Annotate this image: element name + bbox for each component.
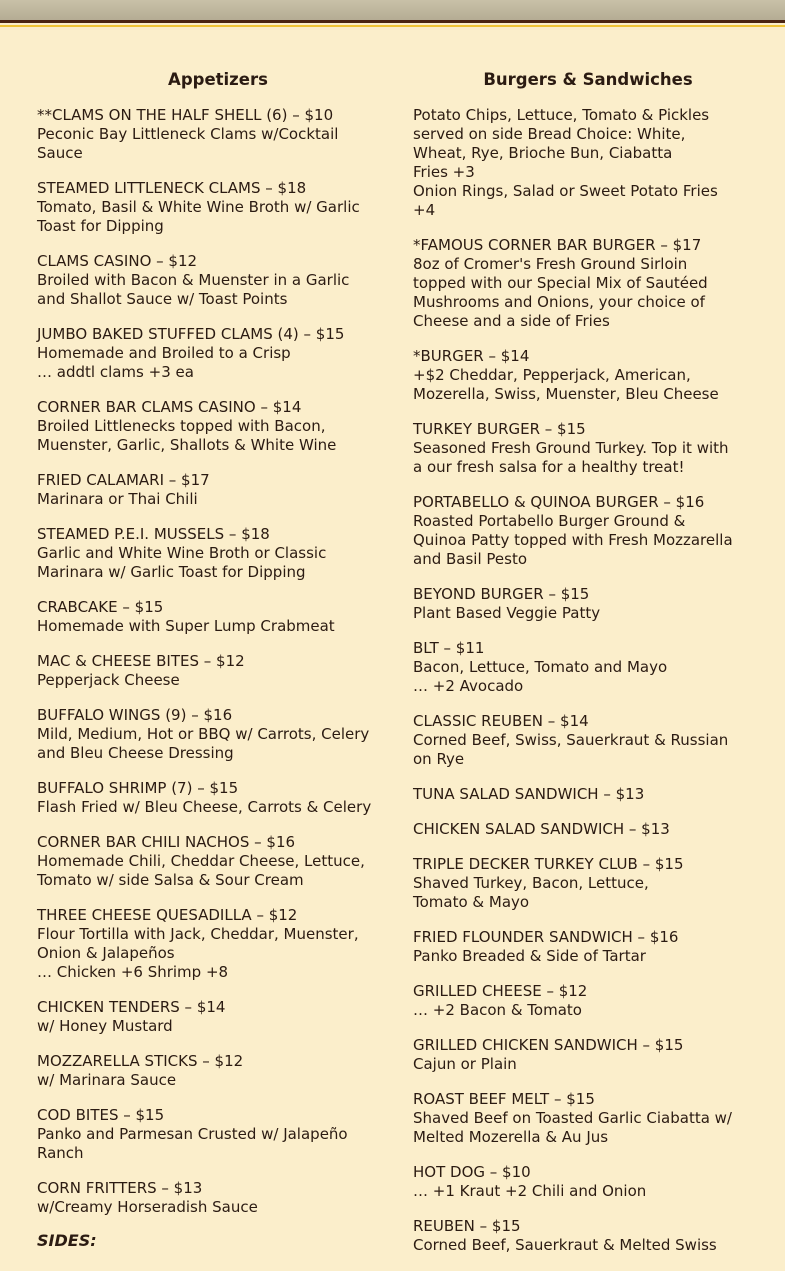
menu-item-title: CLASSIC REUBEN – $14: [413, 712, 589, 730]
menu-item-title: CHICKEN SALAD SANDWICH – $13: [413, 820, 670, 838]
burgers-heading: Burgers & Sandwiches: [483, 70, 693, 89]
menu-item-description: w/ Honey Mustard: [37, 1017, 173, 1035]
menu-item-title: CORN FRITTERS – $13: [37, 1179, 203, 1197]
burger-menu-item: [413, 928, 763, 966]
burger-menu-item: [413, 639, 763, 696]
appetizer-menu-item: [37, 833, 397, 890]
menu-item-title: CORNER BAR CHILI NACHOS – $16: [37, 833, 296, 851]
menu-item-description: w/ Marinara Sauce: [37, 1071, 177, 1089]
burger-menu-item: [413, 1217, 763, 1255]
menu-item-title: FRIED FLOUNDER SANDWICH – $16: [413, 928, 679, 946]
menu-item-description: +4: [413, 201, 436, 219]
appetizer-menu-item: [37, 998, 397, 1036]
menu-item-description: Broiled with Bacon & Muenster in a Garlic: [37, 271, 350, 289]
menu-item-title: TUNA SALAD SANDWICH – $13: [413, 785, 645, 803]
appetizer-menu-item: [37, 1106, 397, 1163]
appetizer-menu-item: [37, 398, 397, 455]
appetizer-menu-item: [37, 706, 397, 763]
burger-menu-item: [413, 855, 763, 912]
menu-item-title: HOT DOG – $10: [413, 1163, 531, 1181]
menu-item-description: Peconic Bay Littleneck Clams w/Cocktail: [37, 125, 339, 143]
header-divider-dark: [0, 20, 785, 23]
appetizer-menu-item: [37, 525, 397, 582]
burgers-list: [413, 106, 763, 1255]
menu-item-description: 8oz of Cromer's Fresh Ground Sirloin: [413, 255, 688, 273]
menu-item-title: MAC & CHEESE BITES – $12: [37, 652, 245, 670]
menu-item-description: Cheese and a side of Fries: [413, 312, 610, 330]
menu-item-title: THREE CHEESE QUESADILLA – $12: [37, 906, 298, 924]
menu-item-description: Cajun or Plain: [413, 1055, 517, 1073]
menu-item-description: Quinoa Patty topped with Fresh Mozzarella: [413, 531, 733, 549]
appetizer-menu-item: [37, 106, 397, 163]
appetizers-column: [37, 70, 397, 1250]
menu-item-title: TRIPLE DECKER TURKEY CLUB – $15: [413, 855, 684, 873]
menu-item-description: Shaved Turkey, Bacon, Lettuce,: [413, 874, 649, 892]
menu-item-description: Homemade and Broiled to a Crisp: [37, 344, 291, 362]
menu-item-description: Tomato & Mayo: [413, 893, 530, 911]
menu-item-title: PORTABELLO & QUINOA BURGER – $16: [413, 493, 705, 511]
menu-item-description: served on side Bread Choice: White,: [413, 125, 686, 143]
burger-menu-item: [413, 982, 763, 1020]
menu-item-description: a our fresh salsa for a healthy treat!: [413, 458, 685, 476]
burger-menu-item: [413, 785, 763, 804]
menu-item-description: Ranch: [37, 1144, 84, 1162]
menu-item-title: JUMBO BAKED STUFFED CLAMS (4) – $15: [37, 325, 345, 343]
menu-item-title: REUBEN – $15: [413, 1217, 521, 1235]
menu-item-description: Melted Mozerella & Au Jus: [413, 1128, 609, 1146]
menu-item-description: Homemade with Super Lump Crabmeat: [37, 617, 335, 635]
menu-item-title: BLT – $11: [413, 639, 485, 657]
menu-item-title: BUFFALO SHRIMP (7) – $15: [37, 779, 239, 797]
menu-item-description: Mushrooms and Onions, your choice of: [413, 293, 705, 311]
menu-item-description: on Rye: [413, 750, 465, 768]
menu-item-description: Wheat, Rye, Brioche Bun, Ciabatta: [413, 144, 673, 162]
menu-item-description: Corned Beef, Sauerkraut & Melted Swiss: [413, 1236, 717, 1254]
menu-item-description: Roasted Portabello Burger Ground &: [413, 512, 686, 530]
appetizers-heading: Appetizers: [168, 70, 268, 89]
header-bar: [0, 0, 785, 20]
menu-item-description: Seasoned Fresh Ground Turkey. Top it with: [413, 439, 729, 457]
menu-item-title: CRABCAKE – $15: [37, 598, 164, 616]
menu-item-title: CLAMS CASINO – $12: [37, 252, 198, 270]
menu-item-description: Pepperjack Cheese: [37, 671, 180, 689]
menu-item-description: Onion Rings, Salad or Sweet Potato Fries: [413, 182, 718, 200]
appetizer-menu-item: [37, 471, 397, 509]
appetizers-list: [37, 106, 397, 1217]
burger-menu-item: [413, 236, 763, 331]
menu-item-description: … addtl clams +3 ea: [37, 363, 194, 381]
menu-item-title: COD BITES – $15: [37, 1106, 165, 1124]
burger-menu-item: [413, 1090, 763, 1147]
menu-item-title: STEAMED LITTLENECK CLAMS – $18: [37, 179, 307, 197]
menu-item-description: Mozerella, Swiss, Muenster, Bleu Cheese: [413, 385, 719, 403]
menu-item-description: … Chicken +6 Shrimp +8: [37, 963, 229, 981]
menu-item-description: Homemade Chili, Cheddar Cheese, Lettuce,: [37, 852, 365, 870]
burger-menu-item: [413, 493, 763, 569]
header-divider-gold: [0, 25, 785, 27]
menu-item-description: and Bleu Cheese Dressing: [37, 744, 234, 762]
burger-menu-item: [413, 820, 763, 839]
menu-item-description: Muenster, Garlic, Shallots & White Wine: [37, 436, 337, 454]
appetizer-menu-item: [37, 1052, 397, 1090]
burger-menu-item: [413, 1163, 763, 1201]
menu-item-title: CORNER BAR CLAMS CASINO – $14: [37, 398, 302, 416]
burger-menu-item: [413, 420, 763, 477]
appetizer-menu-item: [37, 1179, 397, 1217]
burgers-column: [413, 70, 763, 1271]
menu-item-description: Tomato, Basil & White Wine Broth w/ Garlic: [37, 198, 360, 216]
menu-item-description: Panko Breaded & Side of Tartar: [413, 947, 646, 965]
menu-item-title: GRILLED CHICKEN SANDWICH – $15: [413, 1036, 684, 1054]
appetizer-menu-item: [37, 179, 397, 236]
menu-item-description: and Basil Pesto: [413, 550, 528, 568]
menu-item-title: BEYOND BURGER – $15: [413, 585, 590, 603]
burger-menu-item: [413, 106, 763, 220]
menu-item-title: Potato Chips, Lettuce, Tomato & Pickles: [413, 106, 710, 124]
menu-item-title: FRIED CALAMARI – $17: [37, 471, 210, 489]
menu-item-description: … +2 Bacon & Tomato: [413, 1001, 582, 1019]
menu-item-description: Broiled Littlenecks topped with Bacon,: [37, 417, 326, 435]
menu-item-description: Onion & Jalapeños: [37, 944, 175, 962]
appetizer-menu-item: [37, 906, 397, 982]
menu-item-description: topped with our Special Mix of Sautéed: [413, 274, 708, 292]
menu-item-description: Bacon, Lettuce, Tomato and Mayo: [413, 658, 668, 676]
menu-item-description: Plant Based Veggie Patty: [413, 604, 601, 622]
appetizer-menu-item: [37, 252, 397, 309]
menu-item-title: CHICKEN TENDERS – $14: [37, 998, 226, 1016]
menu-item-title: *BURGER – $14: [413, 347, 530, 365]
appetizer-menu-item: [37, 779, 397, 817]
burger-menu-item: [413, 585, 763, 623]
menu-item-title: BUFFALO WINGS (9) – $16: [37, 706, 233, 724]
menu-item-description: Toast for Dipping: [37, 217, 164, 235]
menu-item-title: ROAST BEEF MELT – $15: [413, 1090, 595, 1108]
menu-item-description: Panko and Parmesan Crusted w/ Jalapeño: [37, 1125, 348, 1143]
menu-item-description: … +2 Avocado: [413, 677, 524, 695]
menu-item-description: Tomato w/ side Salsa & Sour Cream: [37, 871, 304, 889]
menu-item-description: Sauce: [37, 144, 83, 162]
menu-item-description: w/Creamy Horseradish Sauce: [37, 1198, 258, 1216]
menu-item-description: … +1 Kraut +2 Chili and Onion: [413, 1182, 647, 1200]
menu-item-description: Shaved Beef on Toasted Garlic Ciabatta w/: [413, 1109, 732, 1127]
menu-item-description: and Shallot Sauce w/ Toast Points: [37, 290, 288, 308]
menu-item-description: Fries +3: [413, 163, 475, 181]
menu-item-description: Marinara or Thai Chili: [37, 490, 198, 508]
menu-item-title: GRILLED CHEESE – $12: [413, 982, 588, 1000]
appetizer-menu-item: [37, 598, 397, 636]
appetizer-menu-item: [37, 325, 397, 382]
sides-heading: SIDES:: [37, 1231, 97, 1250]
menu-item-title: STEAMED P.E.I. MUSSELS – $18: [37, 525, 270, 543]
menu-item-title: TURKEY BURGER – $15: [413, 420, 586, 438]
burger-menu-item: [413, 347, 763, 404]
menu-item-description: Flash Fried w/ Bleu Cheese, Carrots & Celery: [37, 798, 372, 816]
menu-item-description: Mild, Medium, Hot or BBQ w/ Carrots, Celery: [37, 725, 370, 743]
burger-menu-item: [413, 712, 763, 769]
menu-item-title: MOZZARELLA STICKS – $12: [37, 1052, 244, 1070]
menu-item-description: Garlic and White Wine Broth or Classic: [37, 544, 327, 562]
menu-item-title: *FAMOUS CORNER BAR BURGER – $17: [413, 236, 702, 254]
menu-item-description: Corned Beef, Swiss, Sauerkraut & Russian: [413, 731, 729, 749]
menu-item-title: **CLAMS ON THE HALF SHELL (6) – $10: [37, 106, 334, 124]
appetizer-menu-item: [37, 652, 397, 690]
menu-item-description: +$2 Cheddar, Pepperjack, American,: [413, 366, 691, 384]
menu-item-description: Marinara w/ Garlic Toast for Dipping: [37, 563, 306, 581]
burger-menu-item: [413, 1036, 763, 1074]
menu-item-description: Flour Tortilla with Jack, Cheddar, Muenster,: [37, 925, 359, 943]
